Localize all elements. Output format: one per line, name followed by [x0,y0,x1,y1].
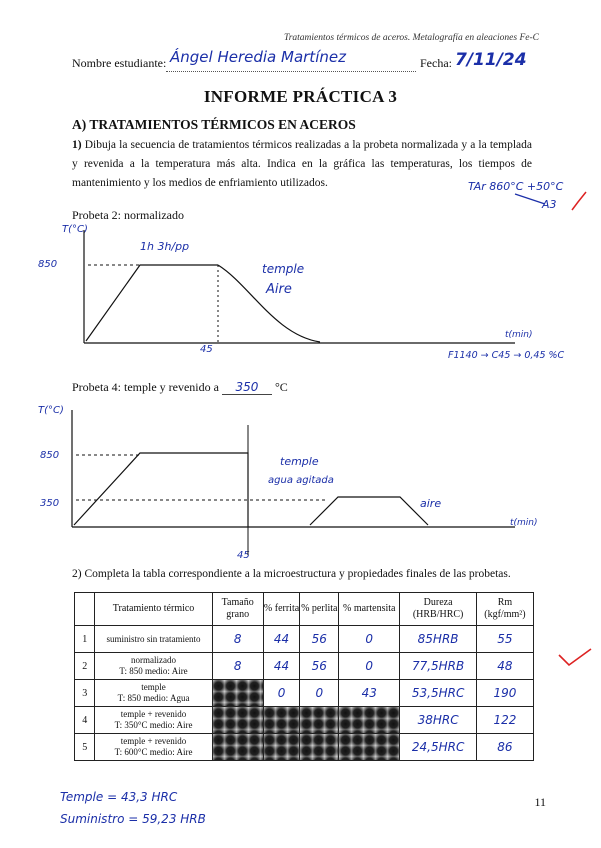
col-ferrite: % ferrita [263,593,300,626]
student-name: Ángel Heredia Martínez [170,48,346,66]
row-treatment [95,653,212,680]
question-1 [72,136,532,193]
graph-1-cool-label: temple [262,262,305,276]
properties-table [74,592,534,761]
margin-note-2: A3 [542,198,557,211]
graph-2-temper-medium: aire [420,497,442,510]
row-pearlite: 0 [300,680,339,707]
date-value: 7/11/24 [455,50,527,70]
row-treatment-params: T: 350°C medio: Aire [114,720,193,730]
margin-arrow [510,188,600,218]
row-hardness: 85HRB [400,626,477,653]
question-2: 2) Completa la tabla correspondiente a la microestructura y propiedades finales de las probetas. [72,568,511,580]
shaded-cell [263,707,300,734]
shaded-cell [263,734,300,761]
footer-note-2: Suministro = 59,23 HRB [60,812,206,826]
graph-2-caption [72,380,288,395]
row-rm: 86 [476,734,533,761]
graph-1-yaxis: T(°C) [62,224,88,235]
graph-2-quench-label: temple [280,455,319,468]
shaded-cell [300,734,339,761]
graph-1-time: 45 [200,344,213,355]
row-treatment-params: T: 600°C medio: Aire [114,747,193,757]
graph-2-caption-prefix: Probeta 4: temple y revenido a [72,380,219,394]
graph-2-caption-unit: °C [274,380,288,394]
row-treatment-name: temple + revenido [120,736,187,746]
page-title: INFORME PRÁCTICA 3 [203,87,398,106]
graph-1-caption: Probeta 2: normalizado [72,208,184,222]
col-pearlite: % perlita [300,593,339,626]
graph-2-plot [60,405,520,555]
question-1-text: Dibuja la secuencia de tratamientos térmicos realizadas a la probeta normalizada y a la templada y revenida a la temperatura más alta. Indica en la gráfica las temperaturas, los tiempos de mantenimiento y los medios de enfriamiento utilizados. [72,139,532,189]
col-treatment: Tratamiento térmico [95,593,212,626]
graph-2-caption-value: 350 [222,380,272,395]
shaded-cell [212,734,263,761]
row-treatment [95,734,212,761]
row-treatment [95,680,212,707]
row-hardness: 24,5HRC [400,734,477,761]
row-treatment: suministro sin tratamiento [95,626,212,653]
row-hardness: 38HRC [400,707,477,734]
graph-1-xaxis: t(min) [505,330,533,340]
row-ferrite: 44 [263,653,300,680]
row-grain: 8 [212,653,263,680]
section-title: A) TRATAMIENTOS TÉRMICOS EN ACEROS [72,117,356,132]
row-pearlite: 56 [300,626,339,653]
row-ferrite: 44 [263,626,300,653]
row-treatment-name: temple [141,682,166,692]
col-grain: Tamaño grano [212,593,263,626]
graph-1-plot [60,225,520,350]
row-hardness: 53,5HRC [400,680,477,707]
graph-2-time: 45 [237,550,250,561]
table-row [75,653,534,680]
row-treatment-params: T: 850 medio: Agua [117,693,190,703]
check-mark [555,645,595,670]
graph-2-temp-low: 350 [40,498,60,509]
row-hardness: 77,5HRB [400,653,477,680]
row-rm: 55 [476,626,533,653]
table-row [75,707,534,734]
table-row [75,734,534,761]
row-number: 1 [75,626,95,653]
row-rm: 122 [476,707,533,734]
graph-1-note: F1140 → C45 → 0,45 %C [448,350,565,361]
question-1-number: 1) [72,139,82,151]
shaded-cell [212,680,263,707]
shaded-cell [339,707,400,734]
row-martensite: 0 [339,653,400,680]
footer-note-1: Temple = 43,3 HRC [60,790,178,804]
row-number: 3 [75,680,95,707]
shaded-cell [212,707,263,734]
row-number: 4 [75,707,95,734]
table-row [75,680,534,707]
row-number: 2 [75,653,95,680]
col-martensite: % martensita [339,593,400,626]
row-rm: 190 [476,680,533,707]
row-ferrite: 0 [263,680,300,707]
row-martensite: 0 [339,626,400,653]
name-underline [166,71,416,72]
graph-2-quench-medium: agua agitada [268,475,334,486]
row-rm: 48 [476,653,533,680]
date-label: Fecha: [420,56,452,70]
graph-2-xaxis: t(min) [510,518,538,528]
margin-note-1: TAr 860°C +50°C [468,180,564,193]
table-header-row [75,593,534,626]
shaded-cell [339,734,400,761]
row-pearlite: 56 [300,653,339,680]
graph-1-temp: 850 [38,259,58,270]
graph-1-cool-medium: Aire [266,282,292,297]
col-hardness: Dureza (HRB/HRC) [400,593,477,626]
row-treatment-name: normalizado [131,655,177,665]
row-number: 5 [75,734,95,761]
row-martensite: 43 [339,680,400,707]
graph-2-temp-high: 850 [40,450,60,461]
row-treatment-params: T: 850 medio: Aire [119,666,188,676]
graph-2-yaxis: T(°C) [38,405,64,416]
col-rm: Rm (kgf/mm²) [476,593,533,626]
row-grain: 8 [212,626,263,653]
row-treatment [95,707,212,734]
student-label: Nombre estudiante: [72,56,167,70]
course-header: Tratamientos térmicos de aceros. Metalografía en aleaciones Fe-C [283,33,539,43]
page-number: 11 [534,795,546,809]
graph-1-hold: 1h 3h/pp [140,240,190,253]
shaded-cell [300,707,339,734]
row-treatment-name: temple + revenido [120,709,187,719]
table-row [75,626,534,653]
